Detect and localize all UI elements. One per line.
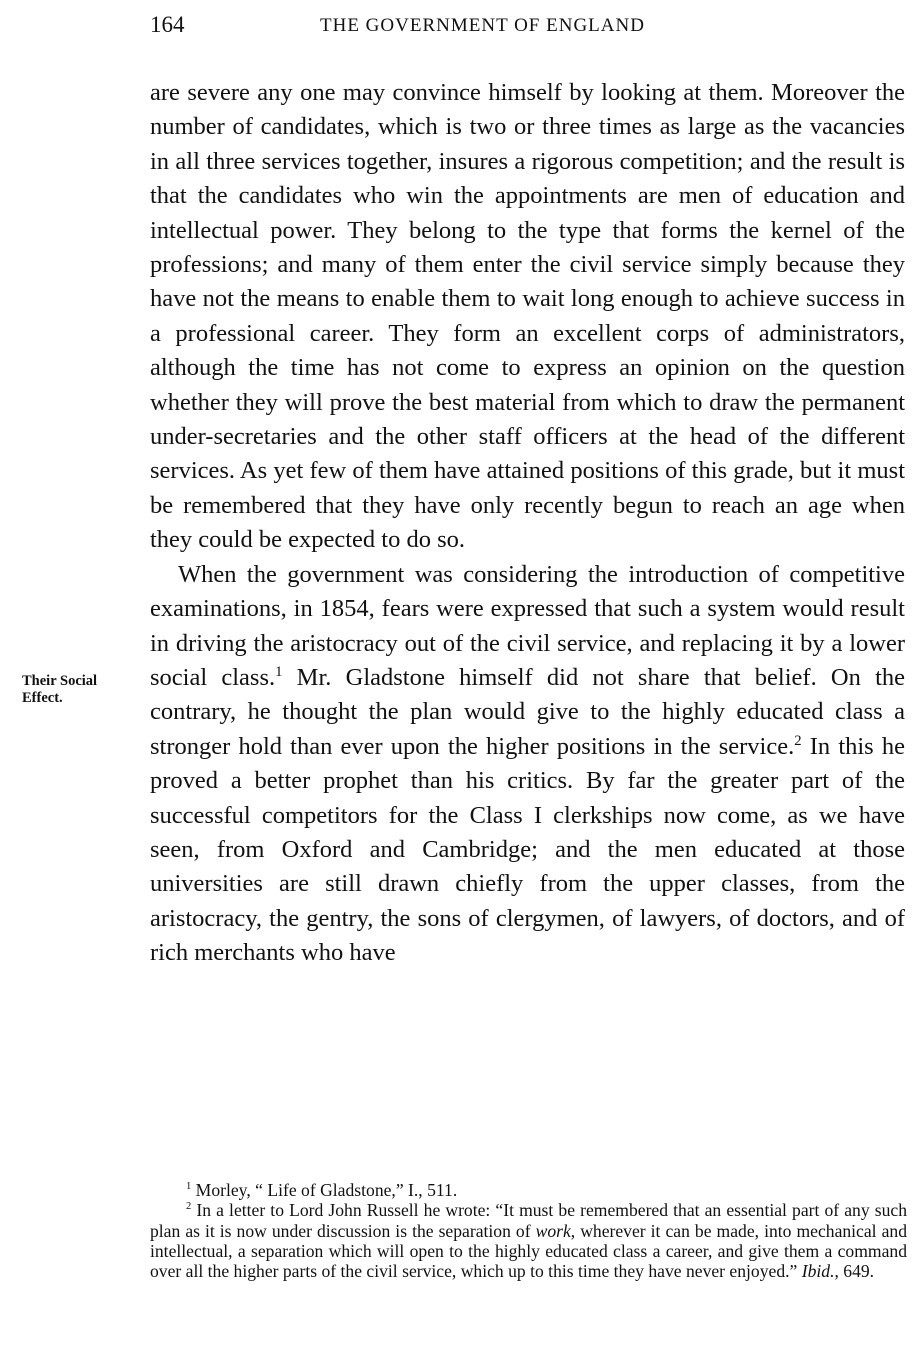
page-number: 164 xyxy=(150,12,185,37)
paragraph-2-part-3: In this he proved a better prophet than his critics. By far the greater part of the successful competitors for the Class I clerkships now come, as we have seen, from Oxford and Cambridge; and the men educated at those universities are still drawn chiefly from the upper classes, from the aristocracy, the gentry, the sons of clergymen, of lawyers, of doctors, and of rich merchants who have xyxy=(150,732,905,967)
footnote-2-emphasis-ibid: Ibid. xyxy=(801,1261,835,1282)
margin-note-line-2: Effect. xyxy=(22,690,63,706)
page-header xyxy=(150,12,905,46)
footnote-2-emphasis-work: work xyxy=(535,1220,571,1241)
footnote-2-text-b: , wherever it can be made, into mechanical and intellectual, a separation which will open to the highly educated class a career, and give them a command over all the higher parts of the civil service, which up to this time they have never enjoyed.” xyxy=(150,1220,907,1282)
paragraph-2-part-2: Mr. Gladstone himself did not share that belief. On the contrary, he thought the plan would give to the highly educated class a stronger hold than ever upon the higher positions in the service. xyxy=(150,663,905,760)
footnote-ref-1[interactable]: 1 xyxy=(275,663,283,680)
footnote-2-text-c: , 649. xyxy=(834,1261,875,1282)
running-head: THE GOVERNMENT OF ENGLAND xyxy=(320,15,645,36)
body-text xyxy=(150,76,905,971)
footnote-1-marker: 1 xyxy=(186,1181,192,1193)
footnotes xyxy=(150,1180,907,1281)
footnote-1 xyxy=(150,1180,907,1200)
footnote-1-text: Morley, “ Life of Gladstone,” I., 511. xyxy=(191,1180,458,1200)
margin-note xyxy=(22,673,147,707)
footnote-2-marker: 2 xyxy=(186,1201,192,1213)
margin-note-line-1: Their Social xyxy=(22,673,98,689)
footnote-2-text-a: In a letter to Lord John Russell he wrote: “It must be remembered that an essential part of any such plan as it is now under discussion is the separation of xyxy=(150,1200,907,1241)
footnote-ref-2[interactable]: 2 xyxy=(794,732,802,749)
paragraph-social-effect xyxy=(150,558,905,971)
paragraph-2-part-1: When the government was considering the introduction of competitive examinations, in 1854, fears were expressed that such a system would result in driving the aristocracy out of the civil service, and replacing it by a lower social class. xyxy=(150,560,905,691)
paragraph-continued: are severe any one may convince himself by looking at them. Moreover the number of candidates, which is two or three times as large as the vacancies in all three services together, insures a rigorous competition; and the result is that the candidates who win the appointments are men of education and intellectual power. They belong to the type that forms the kernel of the professions; and many of them enter the civil service simply because they have not the means to enable them to wait long enough to achieve success in a professional career. They form an excellent corps of administrators, although the time has not come to express an opinion on the question whether they will prove the best material from which to draw the permanent under-secretaries and the other staff officers at the head of the different services. As yet few of them have attained positions of this grade, but it must be remembered that they have only recently begun to reach an age when they could be expected to do so. xyxy=(150,79,905,554)
footnote-2 xyxy=(150,1200,907,1281)
